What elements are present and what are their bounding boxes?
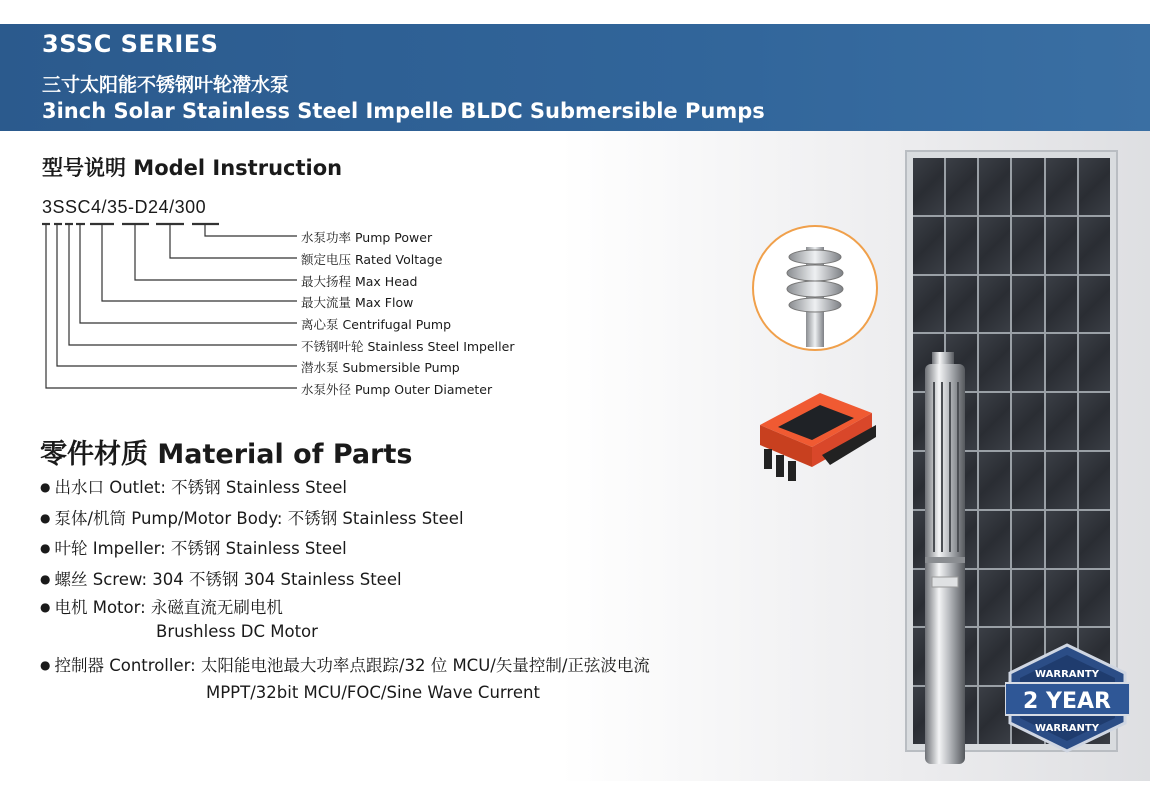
solar-cell [1046, 276, 1077, 333]
solar-cell [1079, 334, 1110, 391]
solar-cell [1079, 570, 1110, 627]
material-heading: 零件材质 Material of Parts [40, 439, 413, 470]
part-controller-english: MPPT/32bit MCU/FOC/Sine Wave Current [206, 683, 540, 702]
solar-cell [979, 217, 1010, 274]
desc-pump-power: 水泵功率 Pump Power [301, 230, 433, 245]
pump-image [920, 352, 970, 772]
desc-outer-diameter: 水泵外径 Pump Outer Diameter [301, 382, 493, 397]
part-screw: ● 螺丝 Screw: 304 不锈钢 304 Stainless Steel [40, 570, 402, 589]
solar-cell [979, 570, 1010, 627]
part-motor-english: Brushless DC Motor [156, 622, 318, 641]
chinese-title: 三寸太阳能不锈钢叶轮潜水泵 [42, 74, 290, 96]
model-instruction-heading: 型号说明 Model Instruction [42, 156, 343, 180]
solar-cell [1012, 158, 1043, 215]
badge-top-text: WARRANTY [1035, 669, 1099, 680]
solar-cell [979, 334, 1010, 391]
solar-cell [1012, 334, 1043, 391]
solar-cell [1079, 158, 1110, 215]
solar-cell [946, 276, 977, 333]
part-controller: ● 控制器 Controller: 太阳能电池最大功率点跟踪/32 位 MCU/矢量控制/正弦波电流 [40, 656, 650, 675]
solar-cell [1012, 276, 1043, 333]
solar-cell [1012, 452, 1043, 509]
desc-submersible-pump: 潜水泵 Submersible Pump [301, 360, 460, 375]
solar-cell [1079, 452, 1110, 509]
solar-cell [1012, 217, 1043, 274]
model-code: 3SSC4/35-D24/300 [42, 197, 207, 217]
bullet-icon: ● [40, 541, 51, 555]
solar-cell [1046, 334, 1077, 391]
bullet-icon: ● [40, 511, 51, 525]
solar-cell [946, 158, 977, 215]
solar-cell [1046, 158, 1077, 215]
solar-cell [913, 217, 944, 274]
series-title: 3SSC SERIES [42, 30, 219, 58]
desc-impeller: 不锈钢叶轮 Stainless Steel Impeller [301, 339, 515, 354]
desc-max-head: 最大扬程 Max Head [301, 274, 418, 289]
solar-cell [1046, 217, 1077, 274]
bullet-icon: ● [40, 600, 51, 614]
desc-centrifugal-pump: 离心泵 Centrifugal Pump [301, 317, 452, 332]
part-motor: ● 电机 Motor: 永磁直流无刷电机 [40, 598, 283, 617]
solar-cell [979, 452, 1010, 509]
solar-cell [913, 276, 944, 333]
solar-cell [1046, 393, 1077, 450]
bullet-icon: ● [40, 480, 51, 494]
solar-cell [979, 393, 1010, 450]
impeller-image [752, 225, 878, 351]
solar-cell [1079, 217, 1110, 274]
solar-cell [1079, 276, 1110, 333]
part-impeller: ● 叶轮 Impeller: 不锈钢 Stainless Steel [40, 539, 347, 558]
solar-cell [979, 511, 1010, 568]
desc-max-flow: 最大流量 Max Flow [301, 295, 414, 310]
solar-cell [1046, 511, 1077, 568]
part-body: ● 泵体/机筒 Pump/Motor Body: 不锈钢 Stainless Steel [40, 509, 464, 528]
solar-cell [1079, 511, 1110, 568]
part-outlet: ● 出水口 Outlet: 不锈钢 Stainless Steel [40, 478, 347, 497]
solar-cell [1012, 570, 1043, 627]
solar-cell [1046, 452, 1077, 509]
solar-cell [1046, 570, 1077, 627]
desc-rated-voltage: 额定电压 Rated Voltage [301, 252, 443, 267]
solar-cell [1079, 393, 1110, 450]
solar-cell [913, 158, 944, 215]
solar-cell [1012, 511, 1043, 568]
controller-image [750, 385, 880, 495]
bullet-icon: ● [40, 658, 51, 672]
badge-main-text: 2 YEAR [1023, 689, 1111, 714]
english-title: 3inch Solar Stainless Steel Impelle BLDC Submersible Pumps [42, 99, 765, 123]
solar-cell [946, 217, 977, 274]
bullet-icon: ● [40, 572, 51, 586]
solar-cell [1012, 393, 1043, 450]
warranty-badge [1005, 643, 1130, 753]
solar-cell [979, 276, 1010, 333]
solar-cell [979, 158, 1010, 215]
badge-bottom-text: WARRANTY [1035, 723, 1099, 734]
